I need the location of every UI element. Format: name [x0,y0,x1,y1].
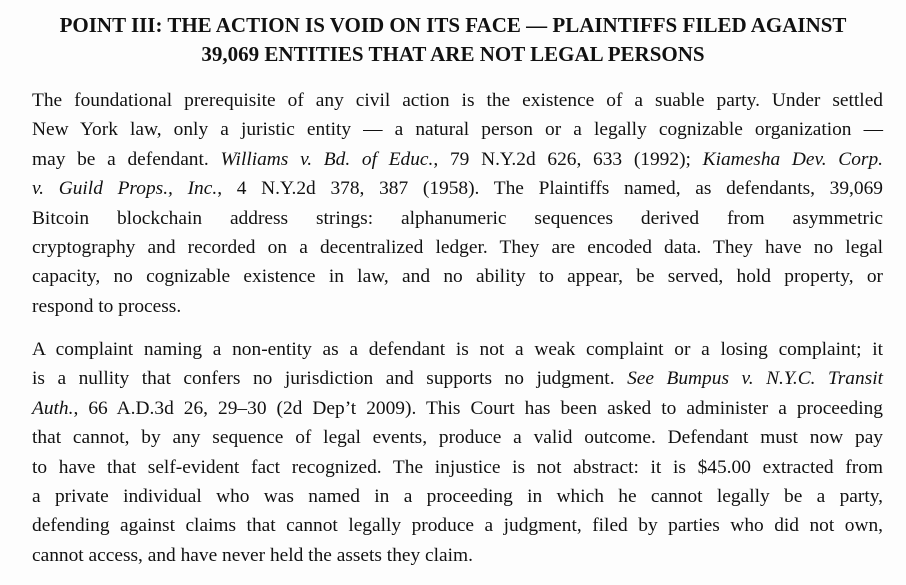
paragraph-line: cryptography and recorded on a decentralized ledger. They are encoded data. They have no legal [32,237,883,259]
case-citation-guild-props: v. Guild Props., Inc. [32,178,218,200]
case-citation-bumpus-cont: Auth. [32,397,74,419]
heading-line-2: 39,069 ENTITIES THAT ARE NOT LEGAL PERSONS [201,41,705,66]
paragraph-line: a private individual who was named in a proceeding in which he cannot legally be a party, [32,486,883,508]
paragraph-line: defending against claims that cannot legally produce a judgment, filed by parties who did not own, [32,515,883,537]
paragraph-line [32,394,883,423]
case-citation-bumpus: See Bumpus v. N.Y.C. Transit [627,368,883,390]
text-run: , 66 A.D.3d 26, 29–30 (2d Dep’t 2009). This Court has been asked to administer a proceeding [73,397,883,419]
heading-line-1: POINT III: THE ACTION IS VOID ON ITS FACE — PLAINTIFFS FILED AGAINST [59,13,847,37]
paragraph-line: cannot access, and have never held the assets they claim. [32,544,473,566]
case-citation-kiamesha: Kiamesha Dev. Corp. [702,148,883,170]
text-run: is a nullity that confers no jurisdiction and supports no judgment. [32,368,628,390]
paragraph-line [32,364,883,393]
section-heading [20,11,886,68]
paragraph-line: New York law, only a juristic entity — a natural person or a legally cognizable organization — [32,119,883,141]
paragraph-line [32,174,883,203]
paragraph-line: to have that self-evident fact recognized. The injustice is not abstract: it is $45.00 extracted from [32,456,883,478]
paragraph-line: respond to process. [32,295,182,317]
paragraph-line: A complaint naming a non-entity as a defendant is not a weak complaint or a losing complaint; it [32,339,883,360]
paragraph-line: Bitcoin blockchain address strings: alphanumeric sequences derived from asymmetric [32,207,883,229]
text-run: , 79 N.Y.2d 626, 633 (1992); [433,148,703,170]
text-run: may be a defendant. [32,148,221,170]
paragraph-line: that cannot, by any sequence of legal events, produce a valid outcome. Defendant must now pay [32,427,883,449]
paragraph-void-action [32,86,883,321]
paragraph-line [32,145,883,174]
text-run: , 4 N.Y.2d 378, 387 (1958). The Plaintiffs named, as defendants, 39,069 [217,178,883,200]
paragraph-line: capacity, no cognizable existence in law, and no ability to appear, be served, hold property, or [32,266,883,288]
paragraph-line: The foundational prerequisite of any civil action is the existence of a suable party. Under settled [32,90,883,111]
paragraph-nullity [32,335,883,570]
case-citation-williams: Williams v. Bd. of Educ. [220,148,434,170]
